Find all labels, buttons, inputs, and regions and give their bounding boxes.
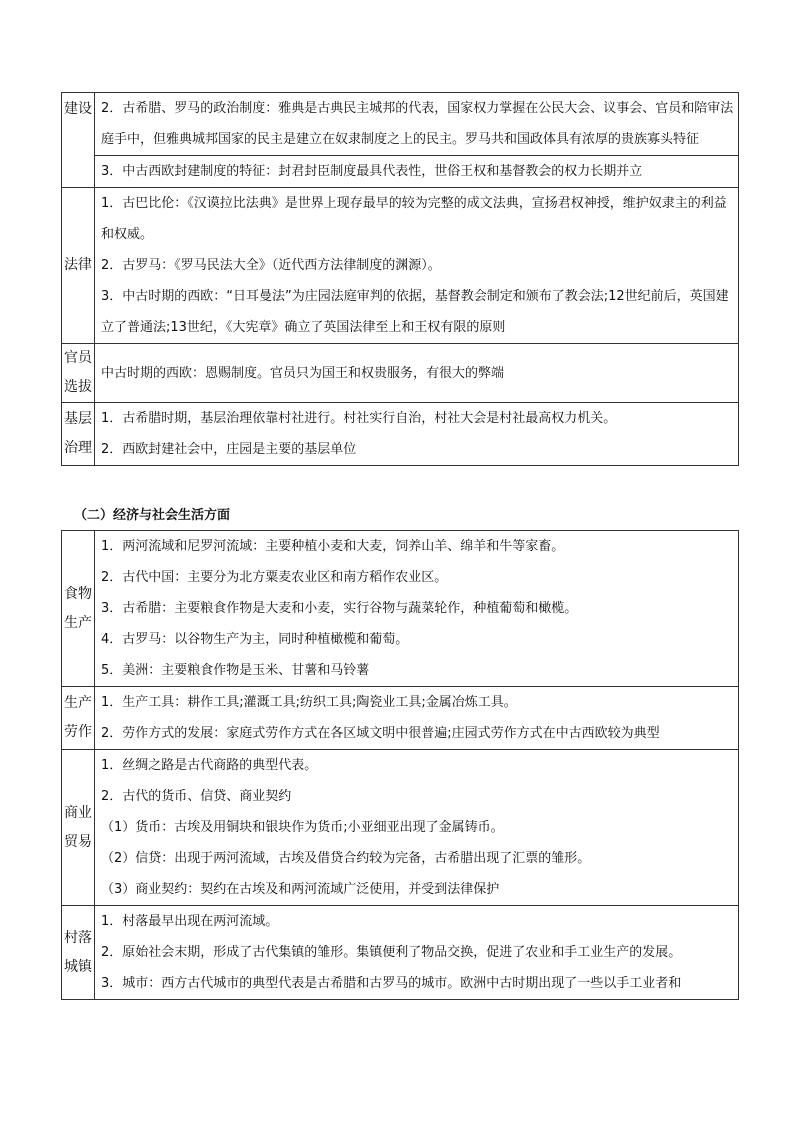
list-item: 中古时期的西欧：恩赐制度。官员只为国王和权贵服务，有很大的弊端 bbox=[101, 365, 505, 381]
row-label-text: 建设 bbox=[64, 101, 92, 117]
table-cell bbox=[95, 687, 739, 750]
list-item: 3．城市：西方古代城市的典型代表是古希腊和古罗马的城市。欧洲中古时期出现了一些以手工业者和 bbox=[101, 976, 682, 991]
row-label-shiwu bbox=[62, 531, 95, 687]
row-label-shangye bbox=[62, 750, 95, 906]
table-row bbox=[62, 188, 739, 344]
list-item: 2．古代中国：主要分为北方粟麦农业区和南方稻作农业区。 bbox=[101, 570, 448, 585]
economy-table bbox=[61, 530, 739, 1000]
table-cell bbox=[95, 750, 739, 906]
list-item: 2．古罗马：《罗马民法大全》（近代西方法律制度的渊源）。 bbox=[101, 258, 441, 273]
table-row bbox=[62, 156, 739, 188]
politics-table bbox=[61, 92, 739, 466]
list-item: （3）商业契约：契约在古埃及和两河流域广泛使用，并受到法律保护 bbox=[101, 882, 500, 897]
list-item: 5．美洲：主要粮食作物是玉米、甘薯和马铃薯 bbox=[101, 663, 370, 678]
list-item: 1．生产工具：耕作工具;灌溉工具;纺织工具;陶瓷业工具;金属冶炼工具。 bbox=[101, 695, 517, 710]
list-item: 3．中古西欧封建制度的特征：封君封臣制度最具代表性，世俗王权和基督教会的权力长期并立 bbox=[101, 164, 643, 179]
table-row bbox=[62, 687, 739, 750]
list-item: 2．原始社会末期，形成了古代集镇的雏形。集镇便利了物品交换，促进了农业和手工业生产的发展。 bbox=[101, 945, 682, 960]
row-label-cunluo bbox=[62, 906, 95, 1000]
row-label-laozuo bbox=[62, 687, 95, 750]
table-cell bbox=[95, 344, 739, 403]
table-cell bbox=[95, 156, 739, 188]
row-label-text: 商业贸易 bbox=[64, 804, 92, 850]
list-item: 1．古巴比伦：《汉谟拉比法典》是世界上现存最早的较为完整的成文法典，宣扬君权神授，维护奴隶主的利益和权威。 bbox=[101, 196, 727, 242]
table-row bbox=[62, 531, 739, 687]
list-item: 2．古希腊、罗马的政治制度：雅典是古典民主城邦的代表，国家权力掌握在公民大会、议事会、官员和陪审法庭手中，但雅典城邦国家的民主是建立在奴隶制度之上的民主。罗马共和国政体具有浓厚的贵族寡头特征 bbox=[101, 101, 734, 147]
row-label-falv bbox=[62, 188, 95, 344]
list-item: （2）信贷：出现于两河流域，古埃及借贷合约较为完备，古希腊出现了汇票的雏形。 bbox=[101, 851, 591, 866]
row-label-text: 官员选拔 bbox=[64, 350, 92, 395]
list-item: 3．中古时期的西欧：“日耳曼法”为庄园法庭审判的依据，基督教会制定和颁布了教会法;12世纪前后，英国建立了普通法;13世纪，《大宪章》确立了英国法律至上和王权有限的原则 bbox=[101, 289, 729, 335]
list-item: 3．古希腊：主要粮食作物是大麦和小麦，实行谷物与蔬菜轮作，种植葡萄和橄榄。 bbox=[101, 601, 578, 616]
section-heading: （二）经济与社会生活方面 bbox=[74, 508, 231, 523]
row-label-jianshe bbox=[62, 93, 95, 188]
list-item: 4．古罗马：以谷物生产为主，同时种植橄榄和葡萄。 bbox=[101, 632, 409, 647]
row-label-text: 生产劳作 bbox=[64, 695, 92, 740]
list-item: 1．古希腊时期，基层治理依靠村社进行。村社实行自治，村社大会是村社最高权力机关。 bbox=[101, 411, 617, 426]
list-item: 2．劳作方式的发展：家庭式劳作方式在各区域文明中很普遍;庄园式劳作方式在中古西欧较为典型 bbox=[101, 726, 660, 741]
row-label-guanyuan bbox=[62, 344, 95, 403]
table-cell bbox=[95, 531, 739, 687]
list-item: 1．村落最早出现在两河流域。 bbox=[101, 914, 279, 929]
list-item: 1．两河流域和尼罗河流域：主要种植小麦和大麦，饲养山羊、绵羊和牛等家畜。 bbox=[101, 539, 565, 554]
table-cell bbox=[95, 906, 739, 1000]
row-label-text: 村落城镇 bbox=[64, 929, 92, 975]
list-item: 2．西欧封建社会中，庄园是主要的基层单位 bbox=[101, 442, 357, 457]
row-label-jiceng bbox=[62, 403, 95, 466]
table-row bbox=[62, 344, 739, 403]
list-item: 1．丝绸之路是古代商路的典型代表。 bbox=[101, 758, 318, 773]
row-label-text: 基层治理 bbox=[64, 411, 92, 456]
table-row bbox=[62, 906, 739, 1000]
row-label-text: 食物生产 bbox=[64, 585, 92, 631]
table-row bbox=[62, 93, 739, 156]
table-cell bbox=[95, 93, 739, 156]
table-row bbox=[62, 750, 739, 906]
list-item: （1）货币：古埃及用铜块和银块作为货币;小亚细亚出现了金属铸币。 bbox=[101, 820, 504, 835]
list-item: 2．古代的货币、信贷、商业契约 bbox=[101, 789, 292, 804]
table-cell bbox=[95, 188, 739, 344]
table-row bbox=[62, 403, 739, 466]
table-cell bbox=[95, 403, 739, 466]
row-label-text: 法律 bbox=[64, 257, 92, 273]
